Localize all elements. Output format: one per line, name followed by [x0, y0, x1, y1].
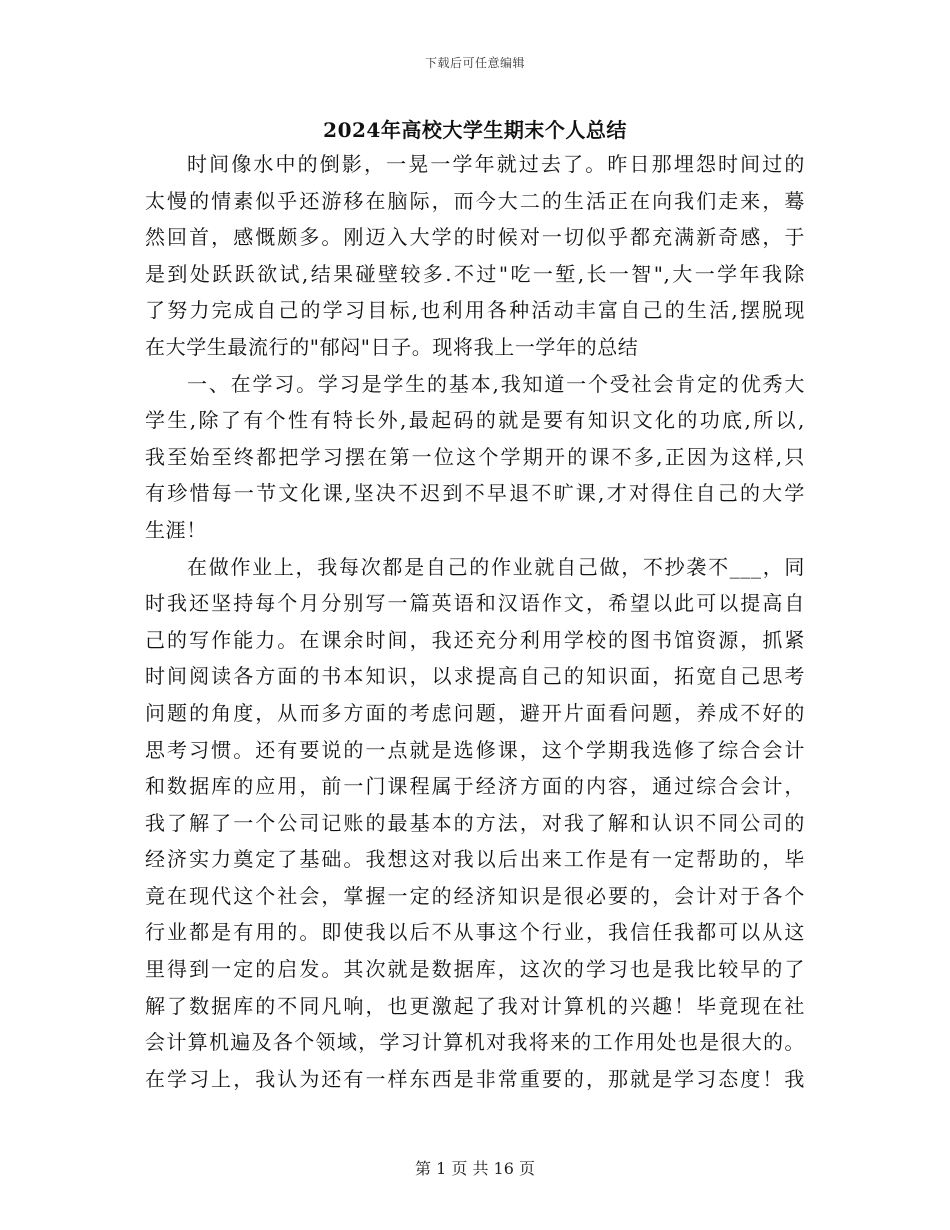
text-line: 解了数据库的不同凡响，也更激起了我对计算机的兴趣！毕竟现在社: [145, 993, 805, 1018]
text-line: 生涯！: [145, 517, 207, 542]
text-line: 时间阅读各方面的书本知识，以求提高自己的知识面，拓宽自己思考: [145, 664, 805, 689]
text-line: 会计算机遍及各个领域，学习计算机对我将来的工作用处也是很大的。: [145, 1030, 805, 1055]
text-line: 竟在现代这个社会，掌握一定的经济知识是很必要的，会计对于各个: [145, 883, 805, 908]
text-line: 我了解了一个公司记账的最基本的方法，对我了解和认识不同公司的: [145, 810, 805, 835]
document-body: [145, 146, 805, 1097]
text-line: 时间像水中的倒影，一晃一学年就过去了。昨日那埋怨时间过的: [187, 152, 805, 176]
text-line: 了努力完成自己的学习目标,也利用各种活动丰富自己的生活,摆脱现: [145, 298, 805, 323]
text-line: 经济实力奠定了基础。我想这对我以后出来工作是有一定帮助的，毕: [145, 847, 805, 872]
text-line: 学生,除了有个性有特长外,最起码的就是要有知识文化的功底,所以,: [145, 408, 805, 433]
text-line: 在做作业上，我每次都是自己的作业就自己做，不抄袭不___，同: [187, 554, 805, 579]
text-line: 太慢的情素似乎还游移在脑际，而今大二的生活正在向我们走来，蓦: [145, 188, 805, 213]
text-line: 行业都是有用的。即使我以后不从事这个行业，我信任我都可以从这: [145, 920, 805, 945]
text-line: 是到处跃跃欲试,结果碰壁较多.不过"吃一堑,长一智",大一学年我除: [145, 261, 805, 286]
document-title: 2024年高校大学生期末个人总结: [323, 118, 627, 142]
page-number-footer: 第 1 页 共 16 页: [415, 1159, 535, 1178]
text-line: 和数据库的应用，前一门课程属于经济方面的内容，通过综合会计，: [145, 774, 805, 799]
text-line: 问题的角度，从而多方面的考虑问题，避开片面看问题，养成不好的: [145, 700, 805, 725]
text-line: 在学习上，我认为还有一样东西是非常重要的，那就是学习态度！我: [145, 1066, 805, 1091]
text-line: 我至始至终都把学习摆在第一位这个学期开的课不多,正因为这样,只: [145, 444, 805, 469]
header-note: 下载后可任意编辑: [424, 56, 525, 70]
text-line: 有珍惜每一节文化课,坚决不迟到不早退不旷课,才对得住自己的大学: [145, 481, 805, 506]
text-line: 思考习惯。还有要说的一点就是选修课，这个学期我选修了综合会计: [145, 737, 805, 762]
text-line: 里得到一定的启发。其次就是数据库，这次的学习也是我比较早的了: [145, 957, 805, 982]
text-line: 己的写作能力。在课余时间，我还充分利用学校的图书馆资源，抓紧: [145, 627, 805, 652]
text-line: 时我还坚持每个月分别写一篇英语和汉语作文，希望以此可以提高自: [145, 591, 805, 616]
text-line: 一、在学习。学习是学生的基本,我知道一个受社会肯定的优秀大: [187, 371, 805, 396]
text-line: 在大学生最流行的"郁闷"日子。现将我上一学年的总结: [145, 334, 639, 359]
text-line: 然回首，感慨颇多。刚迈入大学的时候对一切似乎都充满新奇感，于: [145, 225, 805, 250]
